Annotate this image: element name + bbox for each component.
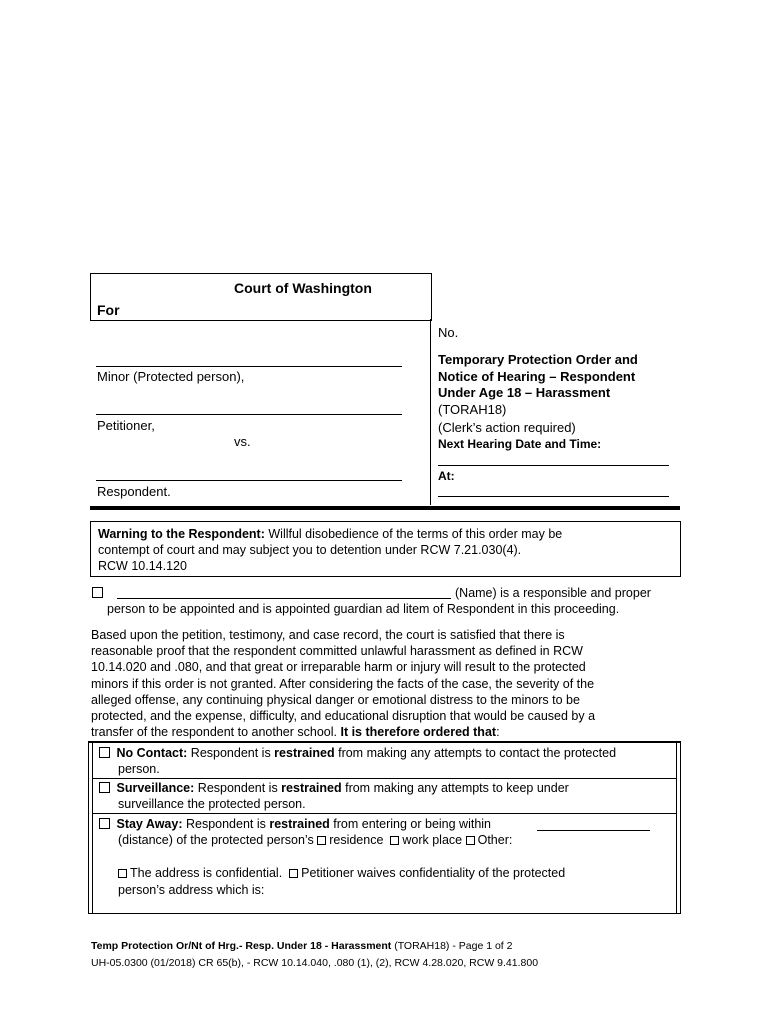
orders-table-inner-right [676,743,677,914]
other-checkbox[interactable] [466,836,475,845]
hearing-location-line[interactable] [438,496,669,497]
guardian-line-2: person to be appointed and is appointed guardian ad litem of Respondent in this proceeding. [107,602,620,616]
caption-bottom-rule [90,506,680,510]
findings-line-6: protected, and the expense, difficulty, and educational disruption that would be caused by a [91,709,596,724]
petitioner-name-line[interactable] [96,414,402,415]
form-code: (TORAH18) [438,402,507,417]
warning-line-1 [98,526,680,542]
minor-name-line[interactable] [96,366,402,367]
surveillance-restrained: restrained [281,781,342,795]
title-line-1: Temporary Protection Order and [438,352,638,367]
row-divider-1 [92,778,676,779]
other-label: Other: [477,833,513,848]
stay-away-text-c: from entering or being within [329,817,492,831]
clerk-action: (Clerk’s action required) [438,420,576,435]
waives-checkbox[interactable] [289,869,298,878]
residence-label: residence [329,833,384,848]
respondent-name-line[interactable] [96,480,402,481]
title-line-3: Under Age 18 – Harassment [438,385,611,400]
title-line-2: Notice of Hearing – Respondent [438,368,636,384]
waives-label: Petitioner waives confidentiality of the protected [301,866,566,881]
stay-away-row [99,816,674,898]
findings-line-7a: transfer of the respondent to another school. [91,725,341,740]
at-label: At: [438,469,455,483]
findings-line-5: alleged offense, any continuing physical danger or emotional distress to the minors to be [91,692,580,707]
respondent-label: Respondent. [97,484,171,499]
for-label: For [97,302,120,318]
surveillance-line-1 [99,780,674,796]
no-contact-text-c: from making any attempts to contact the protected [334,746,617,760]
surveillance-text-c: from making any attempts to keep under [341,781,569,795]
footer-citation: UH-05.0300 (01/2018) CR 65(b), - RCW 10.14.040, .080 (1), (2), RCW 4.28.020, RCW 9.41.800 [91,957,539,969]
warning-text-1: Willful disobedience of the terms of this order may be [264,527,563,541]
no-contact-row [99,745,674,777]
caption-vertical-divider [430,319,431,505]
findings-line-2: reasonable proof that the respondent committed unlawful harassment as defined in RCW [91,644,583,659]
stay-away-distance-line[interactable] [537,830,650,831]
no-contact-checkbox[interactable] [99,747,110,758]
findings-paragraph [91,627,691,740]
no-contact-text-a: Respondent is [187,746,275,760]
surveillance-row [99,780,674,812]
footer-title-bold: Temp Protection Or/Nt of Hrg.- Resp. Under 18 - Harassment [91,940,392,952]
no-contact-line-1 [99,745,674,761]
surveillance-label: Surveillance: [116,781,195,795]
footer-title-rest: (TORAH18) - Page 1 of 2 [391,940,513,952]
confidential-line [99,865,674,881]
no-contact-restrained: restrained [274,746,335,760]
guardian-line-1: (Name) is a responsible and proper [455,586,651,600]
case-number-label: No. [438,325,459,340]
surveillance-line-2: surveillance the protected person. [118,797,306,812]
findings-line-7 [91,724,691,740]
warning-label: Warning to the Respondent: [98,527,265,541]
orders-table-inner-left [92,743,93,914]
work-place-checkbox[interactable] [390,836,399,845]
warning-box [90,521,681,577]
work-place-label: work place [402,833,463,848]
confidential-label: The address is confidential. [130,866,283,881]
ordered-that: It is therefore ordered that [340,725,497,740]
warning-line-2: contempt of court and may subject you to detention under RCW 7.21.030(4). [98,543,522,558]
findings-line-1: Based upon the petition, testimony, and case record, the court is satisfied that there is [91,628,565,642]
stay-away-restrained: restrained [269,817,330,831]
next-hearing-label: Next Hearing Date and Time: [438,437,602,451]
findings-line-3: 10.14.020 and .080, and that great or irreparable harm or injury will result to the protected [91,660,586,675]
petitioner-label: Petitioner, [97,418,155,433]
stay-away-checkbox[interactable] [99,818,110,829]
findings-line-4: minors if this order is not granted. After considering the facts of the case, the severity of the [91,676,595,691]
footer-title [91,940,512,952]
guardian-checkbox[interactable] [92,587,103,598]
hearing-date-line[interactable] [438,465,669,466]
stay-away-text-a: Respondent is [182,817,270,831]
residence-checkbox[interactable] [317,836,326,845]
no-contact-label: No Contact: [116,746,188,760]
address-line: person’s address which is: [118,882,265,897]
surveillance-checkbox[interactable] [99,782,110,793]
confidential-checkbox[interactable] [118,869,127,878]
versus-label: vs. [234,434,251,449]
findings-line-7c: : [496,725,500,740]
surveillance-text-a: Respondent is [194,781,282,795]
court-name: Court of Washington [234,280,372,296]
warning-line-3: RCW 10.14.120 [98,559,187,574]
stay-away-line-2 [99,832,674,848]
document-title [438,352,638,402]
row-divider-2 [92,813,676,814]
no-contact-line-2: person. [118,762,160,777]
minor-label: Minor (Protected person), [97,369,245,384]
stay-away-label: Stay Away: [116,817,183,831]
stay-away-distance-text: (distance) of the protected person’s [118,833,318,848]
guardian-name-line[interactable] [117,598,451,599]
